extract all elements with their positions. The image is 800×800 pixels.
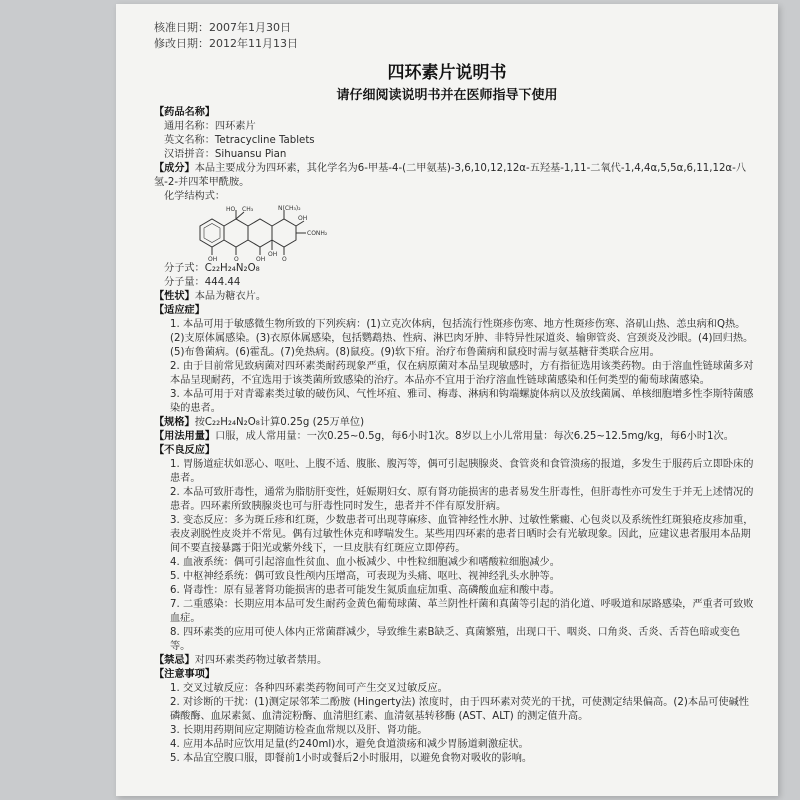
common-name: 通用名称：四环素片 — [164, 121, 256, 132]
dosage-heading: 【用法用量】 — [154, 431, 216, 442]
structure-label: 化学结构式： — [164, 191, 226, 202]
contraindications-heading: 【禁忌】 — [154, 655, 195, 666]
indications-paragraph: 1. 本品可用于敏感微生物所致的下列疾病：(1)立克次体病，包括流行性斑疹伤寒、地方性斑疹伤寒、洛矶山热、恙虫病和Q热。(2)支原体属感染。(3)衣原体属感染，包括鹦鹉热、性病、淋巴肉牙肿、非特异性尿道炎、输卵管炎、宫颈炎及沙眼。(4)回归热。(5)布鲁菌病。(6)霍乱。(7)免热病。(8)鼠疫。(9)软下疳。治疗布鲁菌病和鼠疫时需与氨基糖苷类联合应用。 — [170, 319, 754, 358]
precautions-paragraph: 2. 对诊断的干扰：(1)测定尿邻苯二酚胺 (Hingerty法) 浓度时，由于四环素对荧光的干扰，可使测定结果偏高。(2)本品可使碱性磷酸酶、血尿素氮、血清淀粉酶、血清胆红素、血清氨基转移酶 (AST、ALT) 的测定值升高。 — [170, 697, 749, 722]
dates-block — [154, 20, 298, 52]
precautions-paragraph: 1. 交叉过敏反应：各种四环素类药物间可产生交叉过敏反应。 — [170, 683, 448, 694]
adverse-paragraph: 3. 变态反应：多为斑丘疹和红斑，少数患者可出现荨麻疹、血管神经性水肿、过敏性紫癜、心包炎以及系统性红斑狼疮皮疹加重，表皮剥脱性皮炎并不常见。偶有过敏性休克和哮喘发生。某些用四环素的患者日晒时会有光敏现象。因此，应建议患者服用本品期间不要直接暴露于阳光或紫外线下，一旦皮肤有红斑应立即停药。 — [170, 515, 754, 554]
nme2-label: N(CH₃)₂ — [278, 205, 301, 212]
o-label-b: O — [282, 256, 287, 262]
adverse-paragraph: 7. 二重感染：长期应用本品可发生耐药金黄色葡萄球菌、革兰阴性杆菌和真菌等引起的消化道、呼吸道和尿路感染，严重者可致败血症。 — [170, 599, 754, 624]
precautions-heading: 【注意事项】 — [154, 669, 216, 680]
specification-section — [154, 416, 754, 430]
drug-name-heading: 【药品名称】 — [154, 107, 216, 118]
indications-paragraph: 3. 本品可用于对青霉素类过敏的破伤风、气性坏疽、雅司、梅毒、淋病和钩端螺旋体病以及放线菌属、单核细胞增多性李斯特菌感染的患者。 — [170, 389, 754, 414]
revision-date: 修改日期：2012年11月13日 — [154, 37, 298, 50]
ho-label: HO — [226, 206, 236, 213]
pinyin-name: 汉语拼音：Sihuansu Pian — [164, 149, 287, 160]
ch3-label: CH₃ — [242, 206, 254, 213]
indications-heading: 【适应症】 — [154, 305, 205, 316]
oh-label-d: OH — [268, 251, 278, 258]
tetracycline-structure-diagram — [180, 204, 400, 262]
specification-text: 按C₂₂H₂₄N₂O₈计算0.25g (25万单位) — [194, 417, 365, 428]
dosage-section — [154, 430, 754, 444]
contraindications-section — [154, 654, 754, 668]
adverse-paragraph: 2. 本品可致肝毒性，通常为脂肪肝变性，妊娠期妇女、原有肾功能损害的患者易发生肝毒性，但肝毒性亦可发生于并无上述情况的患者。四环素所致胰腺炎也可与肝毒性同时发生，患者并不伴有原发肝病。 — [170, 487, 754, 512]
chemical-structure — [180, 204, 754, 262]
oh-label-b: OH — [208, 256, 218, 262]
composition-section — [154, 162, 754, 190]
precautions-paragraph: 3. 长期用药期间应定期随访检查血常规以及肝、肾功能。 — [170, 725, 428, 736]
appearance-section — [154, 290, 754, 304]
instruction-sheet — [116, 4, 778, 796]
document-title: 四环素片说明书 — [387, 63, 507, 83]
oh-label-c: OH — [256, 256, 266, 262]
o-label-a: O — [234, 256, 239, 262]
specification-heading: 【规格】 — [154, 417, 195, 428]
indications-paragraph: 2. 由于目前常见致病菌对四环素类耐药现象严重，仅在病原菌对本品呈现敏感时，方有指征选用该类药物。由于溶血性链球菌多对本品呈现耐药，不宜选用于该类菌所致感染的治疗。本品亦不宜用于治疗溶血性链球菌感染和任何类型的葡萄球菌感染。 — [170, 361, 754, 386]
adverse-heading: 【不良反应】 — [154, 445, 216, 456]
molecular-weight: 分子量：444.44 — [164, 277, 241, 288]
appearance-text: 本品为糖衣片。 — [194, 291, 267, 302]
composition-heading: 【成分】 — [154, 163, 195, 174]
oh-label-a: OH — [298, 215, 308, 222]
contraindications-text: 对四环素类药物过敏者禁用。 — [194, 655, 328, 666]
precautions-paragraph: 4. 应用本品时应饮用足量(约240ml)水，避免食道溃疡和减少胃肠道刺激症状。 — [170, 739, 529, 750]
appearance-heading: 【性状】 — [154, 291, 195, 302]
approval-date: 核准日期：2007年1月30日 — [154, 21, 291, 34]
english-name: 英文名称：Tetracycline Tablets — [164, 135, 315, 146]
composition-text: 本品主要成分为四环素，其化学名为6-甲基-4-(二甲氨基)-3,6,10,12,12α-五羟基-1,11-二氧代-1,4,4α,5,5α,6,11,12α-八氢-2-并四苯甲酰胺。 — [154, 163, 747, 188]
adverse-paragraph: 6. 肾毒性：原有显著肾功能损害的患者可能发生氮质血症加重、高磷酸血症和酸中毒。 — [170, 585, 560, 596]
precautions-paragraph: 5. 本品宜空腹口服，即餐前1小时或餐后2小时服用，以避免食物对吸收的影响。 — [170, 753, 533, 764]
conh2-label: CONH₂ — [307, 230, 328, 237]
adverse-paragraph: 1. 胃肠道症状如恶心、呕吐、上腹不适、腹胀、腹泻等，偶可引起胰腺炎、食管炎和食管溃疡的报道，多发生于服药后立即卧床的患者。 — [170, 459, 754, 484]
document-body — [154, 106, 754, 766]
molecular-formula: 分子式：C₂₂H₂₄N₂O₈ — [164, 263, 260, 274]
adverse-paragraph: 8. 四环素类的应用可使人体内正常菌群减少，导致维生素B缺乏、真菌繁殖，出现口干、咽炎、口角炎、舌炎、舌苔色暗或变色等。 — [170, 627, 741, 652]
adverse-paragraph: 5. 中枢神经系统：偶可致良性颅内压增高，可表现为头痛、呕吐、视神经乳头水肿等。 — [170, 571, 560, 582]
document-subtitle: 请仔细阅读说明书并在医师指导下使用 — [336, 88, 558, 103]
dosage-text: 口服，成人常用量：一次0.25~0.5g，每6小时1次。8岁以上小儿常用量：每次6.25~12.5mg/kg，每6小时1次。 — [215, 431, 734, 442]
adverse-paragraph: 4. 血液系统：偶可引起溶血性贫血、血小板减少、中性粒细胞减少和嗜酸粒细胞减少。 — [170, 557, 560, 568]
